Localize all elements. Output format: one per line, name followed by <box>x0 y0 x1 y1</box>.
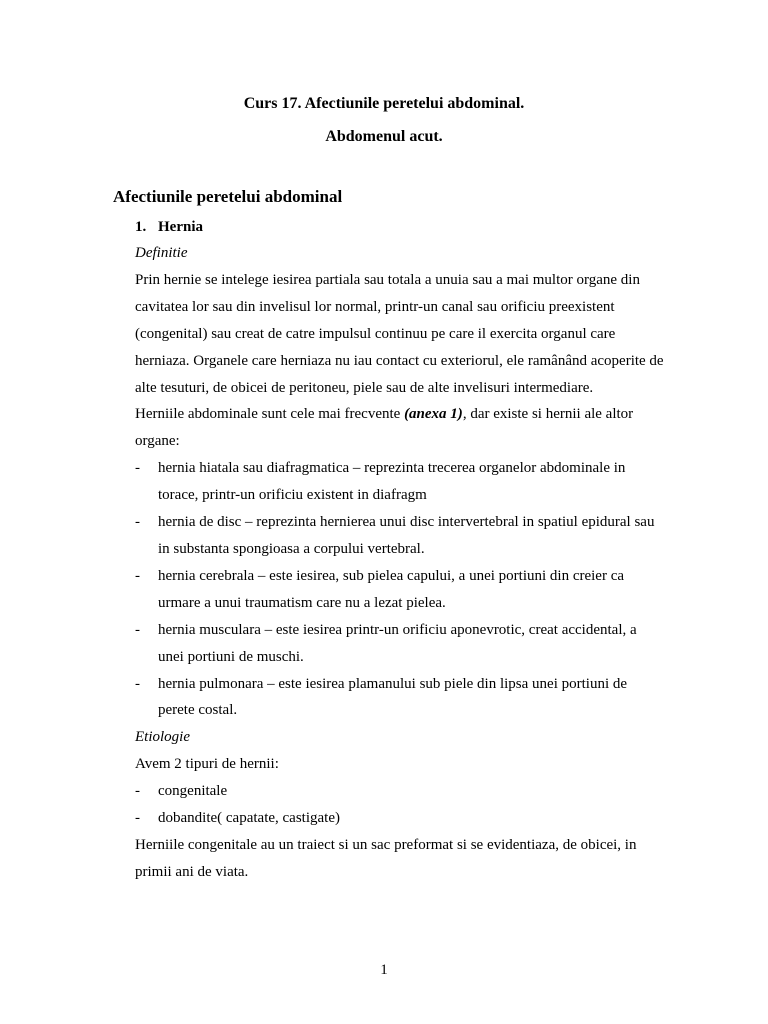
subsection-number: 1. <box>135 219 147 235</box>
list-dash: - <box>135 567 140 584</box>
list-dash: - <box>135 675 140 692</box>
list-dash: - <box>135 621 140 638</box>
abdominal-hernias-paragraph <box>135 401 665 455</box>
list-item-text: hernia hiatala sau diafragmatica – reprezinta trecerea organelor abdominale in torace, printr-un orificiu existent in diafragm <box>158 460 626 504</box>
list-dash: - <box>135 810 140 827</box>
section-heading: Afectiunile peretelui abdominal <box>113 187 343 206</box>
list-item <box>135 563 665 617</box>
list-dash: - <box>135 783 140 800</box>
paragraph-text-end: , dar existe si hernii ale altor organe: <box>135 406 634 450</box>
list-item <box>135 778 665 805</box>
list-item-text: hernia cerebrala – este iesirea, sub pielea capului, a unei portiuni din creier ca urmare a unui traumatism care nu a lezat pielea. <box>158 567 625 611</box>
list-item <box>135 671 665 725</box>
list-item-text: hernia de disc – reprezinta hernierea unui disc intervertebral in spatiul epidural sau in substanta spongioasa a corpului vertebral. <box>158 514 655 557</box>
list-item-text: hernia musculara – este iesirea printr-un orificiu aponevrotic, creat accidental, a unei portiuni de muschi. <box>158 621 637 665</box>
hernia-types-list <box>135 455 665 724</box>
page-number: 1 <box>380 962 388 978</box>
list-dash: - <box>135 460 140 477</box>
subsection-heading <box>135 217 203 237</box>
list-item <box>135 617 665 671</box>
course-title: Curs 17. Afectiunile peretelui abdominal. <box>243 95 525 112</box>
course-subtitle: Abdomenul acut. <box>325 128 443 145</box>
congenital-hernias-paragraph: Herniile congenitale au un traiect si un sac preformat si se evidentiaza, de obicei, in primii ani de viata. <box>135 836 637 880</box>
list-item <box>135 509 665 563</box>
etiology-intro: Avem 2 tipuri de hernii: <box>135 756 279 773</box>
list-item-text: congenitale <box>158 783 228 800</box>
list-item-text: dobandite( capatate, castigate) <box>158 810 340 827</box>
list-item <box>135 805 665 832</box>
definition-label: Definitie <box>135 245 188 261</box>
definition-block <box>135 240 665 886</box>
annex-reference: (anexa 1) <box>404 406 463 423</box>
list-item-text: hernia pulmonara – este iesirea plamanului sub piele din lipsa unei portiuni de perete costal. <box>158 675 628 719</box>
paragraph-text-start: Herniile abdominale sunt cele mai frecvente <box>135 406 405 423</box>
definition-paragraph: Prin hernie se intelege iesirea partiala sau totala a unuia sau a mai multor organe din cavitatea lor sau din invelisul lor normal, printr-un canal sau orificiu preexistent (congenital) sau creat de catre impulsul continuu pe care il exercita organul care herniaza. Organele care herniaza nu iau contact cu exteriorul, ele ramânând acoperite de alte tesuturi, de obicei de peritoneu, piele sau de alte invelisuri intermediare. <box>135 271 664 396</box>
subsection-title: Hernia <box>158 219 203 235</box>
list-dash: - <box>135 514 140 531</box>
etiology-list <box>135 778 665 832</box>
etiology-label: Etiologie <box>135 729 190 746</box>
list-item <box>135 455 665 509</box>
